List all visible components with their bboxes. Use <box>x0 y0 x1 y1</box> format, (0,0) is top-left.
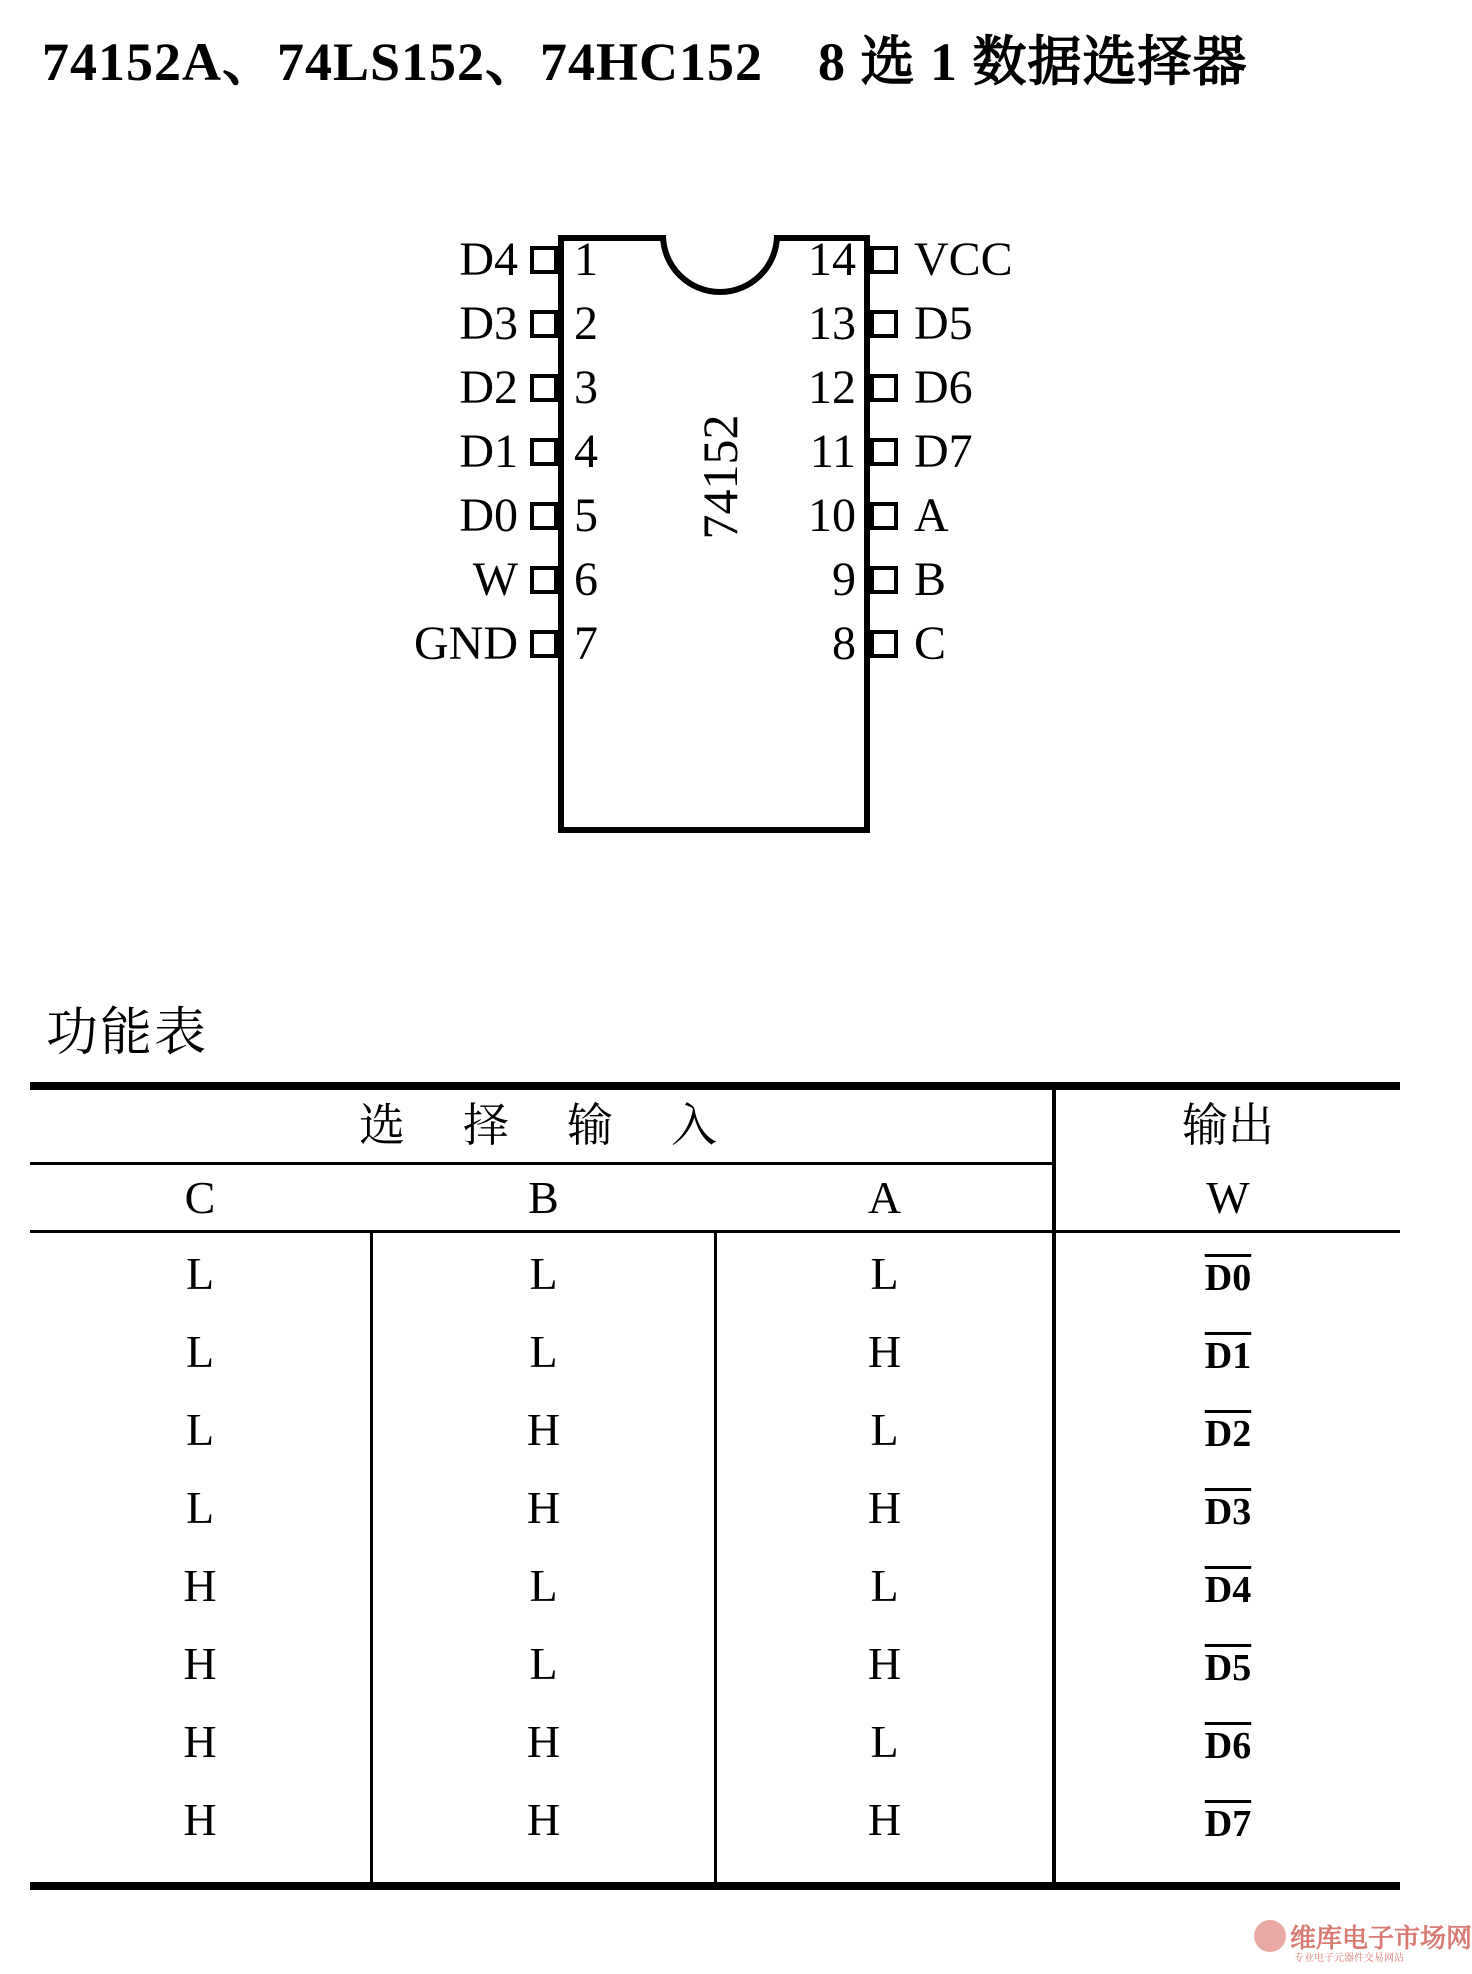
pin-1 <box>340 230 598 290</box>
cell-w: D4 <box>1204 1569 1252 1611</box>
package-notch <box>660 235 780 295</box>
pin-13 <box>808 294 1100 354</box>
pin-name: D5 <box>914 297 973 350</box>
pin-name: D1 <box>459 425 518 478</box>
cell-b: L <box>529 1638 558 1689</box>
pin-name: VCC <box>914 233 1013 286</box>
ic-part-label: 74152 <box>692 414 748 540</box>
cell-w: D5 <box>1204 1647 1252 1689</box>
header-group-rule <box>30 1162 1052 1165</box>
function-table-title: 功能表 <box>46 1005 209 1062</box>
pin-pad-icon <box>870 566 898 594</box>
pin-10 <box>808 486 1100 546</box>
pin-pad-icon <box>870 502 898 530</box>
watermark-text: 维库电子市场网 <box>1290 1924 1472 1954</box>
pin-number: 12 <box>808 361 856 414</box>
pin-9 <box>832 550 1100 610</box>
column-header-w: W <box>1206 1172 1250 1223</box>
column-header-c: C <box>184 1172 216 1223</box>
pin-name: W <box>472 553 518 606</box>
pin-number: 2 <box>574 297 598 350</box>
cell-c: L <box>185 1482 215 1533</box>
pin-name: D6 <box>914 361 973 414</box>
pin-pad-icon <box>530 566 558 594</box>
cell-c: H <box>183 1794 217 1845</box>
cell-b: H <box>526 1482 561 1533</box>
pin-name: D4 <box>459 233 518 286</box>
select-inputs-header: 选 择 输 入 <box>359 1100 723 1151</box>
pin-number: 5 <box>574 489 598 542</box>
cell-a: L <box>870 1248 899 1299</box>
watermark-subtext: 专业电子元器件交易网站 <box>1294 1953 1404 1964</box>
pin-pad-icon <box>870 246 898 274</box>
cell-c: H <box>183 1560 217 1611</box>
cell-b: L <box>529 1248 558 1299</box>
watermark <box>1254 1916 1472 1968</box>
cell-w: D1 <box>1204 1335 1252 1377</box>
pin-pad-icon <box>530 310 558 338</box>
cell-a: L <box>870 1560 899 1611</box>
cell-c: H <box>183 1638 217 1689</box>
output-header: 输出 <box>1182 1100 1274 1151</box>
ic-pinout-diagram <box>340 230 1100 850</box>
pin-number: 14 <box>808 233 856 286</box>
cell-a: L <box>870 1716 899 1767</box>
pin-11 <box>809 422 1100 482</box>
pin-4 <box>340 422 598 482</box>
pin-12 <box>808 358 1100 418</box>
cell-c: L <box>185 1326 215 1377</box>
pin-2 <box>340 294 598 354</box>
cell-b: H <box>526 1404 561 1455</box>
cell-b: H <box>526 1794 561 1845</box>
pin-pad-icon <box>530 246 558 274</box>
pin-number: 8 <box>832 617 856 670</box>
pin-number: 1 <box>574 233 598 286</box>
pin-name: D7 <box>914 425 973 478</box>
cell-b: H <box>526 1716 561 1767</box>
page-title: 74152A、74LS152、74HC152 8 选 1 数据选择器 <box>42 32 1248 92</box>
pin-name: GND <box>414 617 518 670</box>
function-table <box>30 1082 1400 1890</box>
cell-b: L <box>529 1560 558 1611</box>
cell-w: D2 <box>1204 1413 1252 1455</box>
pin-name: C <box>914 617 947 670</box>
column-header-b: B <box>528 1172 559 1223</box>
pin-pad-icon <box>870 438 898 466</box>
pin-number: 10 <box>808 489 856 542</box>
cell-a: L <box>870 1404 899 1455</box>
cell-w: D7 <box>1204 1803 1252 1845</box>
cell-a: H <box>867 1482 902 1533</box>
pin-pad-icon <box>530 374 558 402</box>
pin-pad-icon <box>530 630 558 658</box>
pin-number: 7 <box>574 617 598 670</box>
pin-number: 4 <box>574 425 598 478</box>
watermark-logo-icon <box>1254 1920 1286 1952</box>
cell-a: H <box>867 1794 902 1845</box>
pin-3 <box>340 358 598 418</box>
pin-14 <box>808 230 1100 290</box>
cell-w: D0 <box>1204 1257 1252 1299</box>
cell-b: L <box>529 1326 558 1377</box>
pin-name: D3 <box>459 297 518 350</box>
pin-name: D0 <box>459 489 518 542</box>
cell-a: H <box>867 1326 902 1377</box>
cell-c: L <box>185 1248 215 1299</box>
pin-7 <box>340 614 598 674</box>
pin-6 <box>340 550 598 610</box>
pin-5 <box>340 486 598 546</box>
cell-w: D3 <box>1204 1491 1252 1533</box>
pin-number: 13 <box>808 297 856 350</box>
pin-number: 9 <box>832 553 856 606</box>
pin-pad-icon <box>870 310 898 338</box>
cell-w: D6 <box>1204 1725 1252 1767</box>
pin-pad-icon <box>870 374 898 402</box>
pin-pad-icon <box>870 630 898 658</box>
column-header-a: A <box>867 1172 902 1223</box>
pin-name: D2 <box>459 361 518 414</box>
pin-name: A <box>914 489 949 542</box>
cell-c: L <box>185 1404 215 1455</box>
cell-a: H <box>867 1638 902 1689</box>
pin-pad-icon <box>530 502 558 530</box>
pin-name: B <box>914 553 947 606</box>
pin-number: 3 <box>574 361 598 414</box>
pin-number: 11 <box>809 425 856 478</box>
pin-8 <box>832 614 1100 674</box>
pin-pad-icon <box>530 438 558 466</box>
cell-c: H <box>183 1716 217 1767</box>
table-top-rule <box>30 1082 1400 1090</box>
pin-number: 6 <box>574 553 598 606</box>
